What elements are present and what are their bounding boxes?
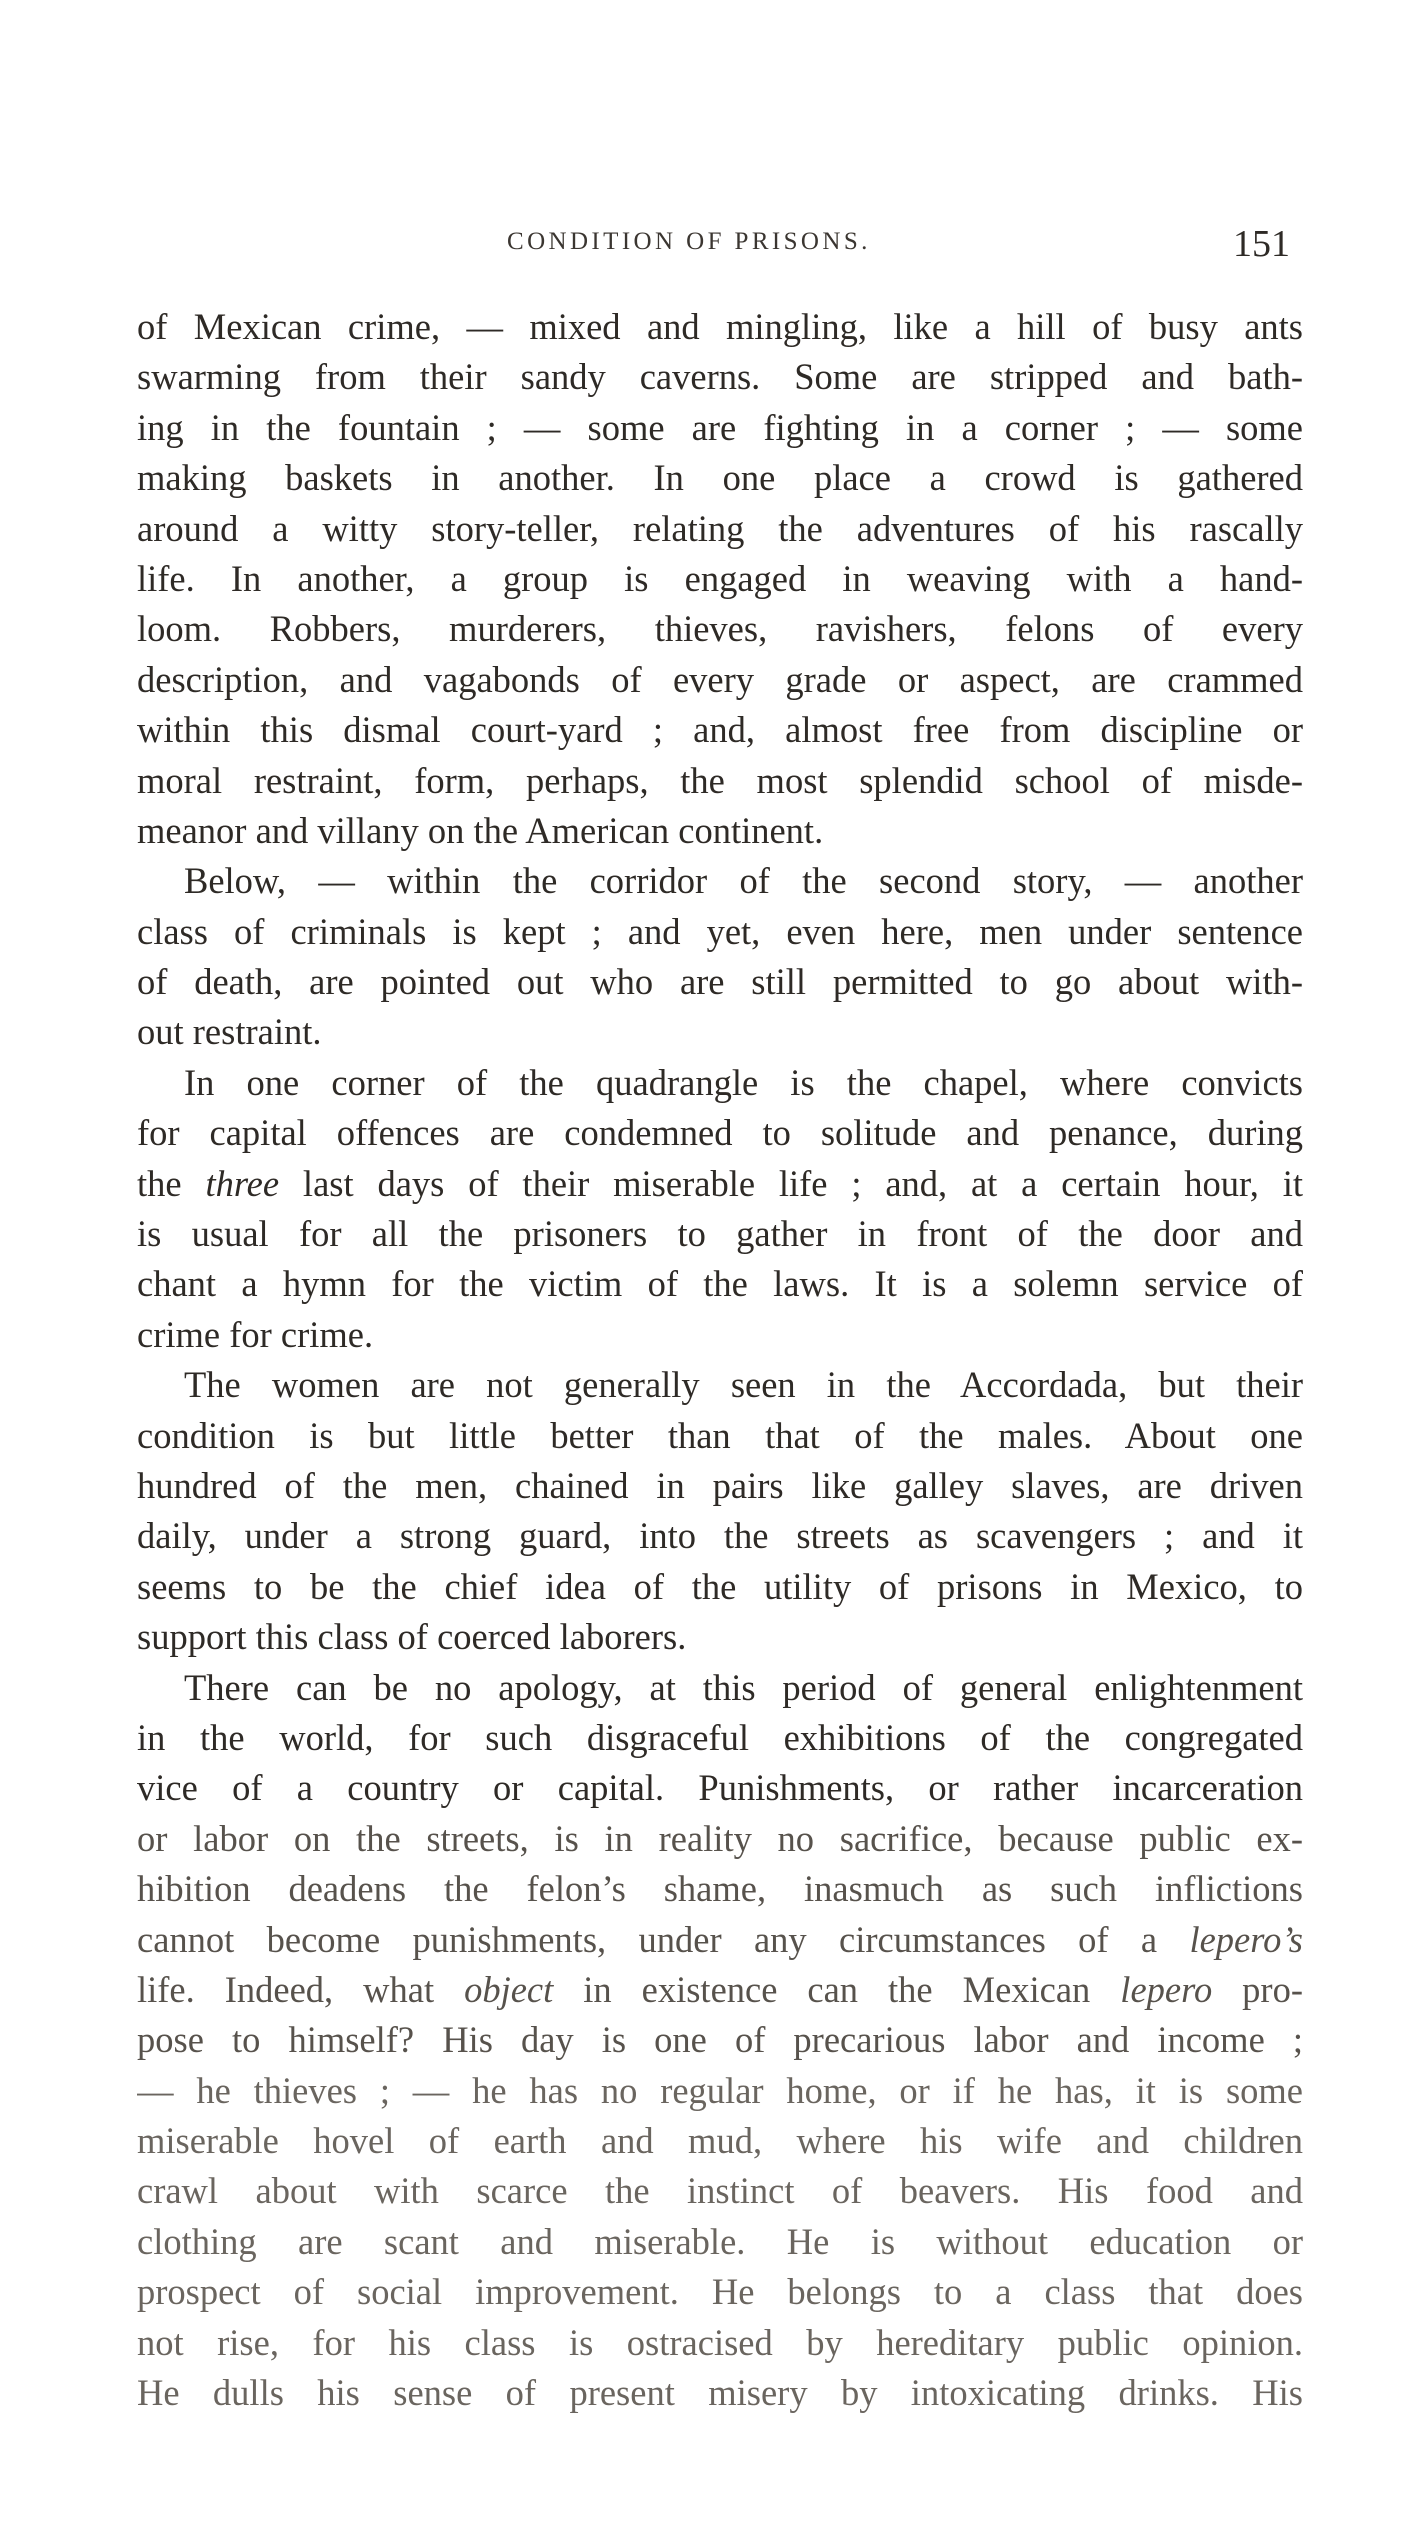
text-run: cannot become punishments, under any circumstances of a xyxy=(137,1918,1190,1960)
text-line: loom. Robbers, murderers, thieves, ravishers, felons of every xyxy=(137,608,1303,650)
text-line: moral restraint, form, perhaps, the most splendid school of misde- xyxy=(137,759,1303,801)
text-run: the xyxy=(137,1162,206,1204)
text-line: meanor and villany on the American continent. xyxy=(137,809,824,851)
text-line: — he thieves ; — he has no regular home, or if he has, it is some xyxy=(137,2069,1303,2111)
text-line: seems to be the chief idea of the utility of prisons in Mexico, to xyxy=(137,1565,1303,1607)
italic-word: lepero xyxy=(1120,1968,1213,2010)
text-line xyxy=(137,1915,1303,1965)
text-line: pose to himself? His day is one of precarious labor and income ; xyxy=(137,2019,1303,2061)
text-line: condition is but little better than that of the males. About one xyxy=(137,1414,1303,1456)
page-number: 151 xyxy=(1233,223,1290,265)
text-line: of Mexican crime, — mixed and mingling, like a hill of busy ants xyxy=(137,306,1303,347)
text-line: for capital offences are condemned to solitude and penance, during xyxy=(137,1112,1303,1154)
text-line: In one corner of the quadrangle is the chapel, where convicts xyxy=(184,1061,1303,1103)
text-line: support this class of coerced laborers. xyxy=(137,1616,687,1658)
text-line: of death, are pointed out who are still permitted to go about with- xyxy=(137,961,1303,1003)
text-line: ing in the fountain ; — some are fighting in a corner ; — some xyxy=(137,406,1303,448)
text-line: or labor on the streets, is in reality no sacrifice, because public ex- xyxy=(137,1817,1303,1859)
text-line: crawl about with scarce the instinct of beavers. His food and xyxy=(137,2170,1303,2212)
text-line: hundred of the men, chained in pairs like galley slaves, are driven xyxy=(137,1464,1303,1506)
text-line: He dulls his sense of present misery by intoxicating drinks. His xyxy=(137,2372,1303,2414)
text-line: chant a hymn for the victim of the laws. It is a solemn service of xyxy=(137,1263,1303,1305)
text-run: pro- xyxy=(1212,1968,1303,2010)
text-line: Below, — within the corridor of the second story, — another xyxy=(184,860,1303,902)
text-run: in existence can the Mexican xyxy=(553,1968,1121,2010)
body-text xyxy=(137,302,1303,2418)
text-line: vice of a country or capital. Punishments, or rather incarceration xyxy=(137,1767,1303,1809)
text-line: crime for crime. xyxy=(137,1313,374,1355)
running-title: CONDITION OF PRISONS. xyxy=(507,228,871,255)
text-line: swarming from their sandy caverns. Some are stripped and bath- xyxy=(137,356,1303,398)
text-line: making baskets in another. In one place a crowd is gathered xyxy=(137,457,1303,499)
text-line: out restraint. xyxy=(137,1011,322,1053)
italic-word: lepero’s xyxy=(1189,1918,1303,1960)
text-line: class of criminals is kept ; and yet, even here, men under sentence xyxy=(137,910,1303,952)
text-line: miserable hovel of earth and mud, where his wife and children xyxy=(137,2120,1303,2162)
text-line: in the world, for such disgraceful exhibitions of the congregated xyxy=(137,1716,1303,1758)
text-run: last days of their miserable life ; and, at a certain hour, it xyxy=(279,1162,1303,1204)
text-line: within this dismal court-yard ; and, almost free from discipline or xyxy=(137,709,1303,751)
text-line: life. In another, a group is engaged in weaving with a hand- xyxy=(137,557,1303,599)
text-line: description, and vagabonds of every grade or aspect, are crammed xyxy=(137,658,1303,700)
italic-word: three xyxy=(205,1162,280,1204)
text-line: not rise, for his class is ostracised by hereditary public opinion. xyxy=(137,2321,1303,2363)
text-line: clothing are scant and miserable. He is without education or xyxy=(137,2220,1303,2262)
text-line: The women are not generally seen in the Accordada, but their xyxy=(184,1364,1303,1406)
text-line: There can be no apology, at this period of general enlightenment xyxy=(184,1666,1303,1708)
running-head xyxy=(0,222,1409,265)
italic-word: object xyxy=(464,1968,554,2010)
text-line: hibition deadens the felon’s shame, inasmuch as such inflictions xyxy=(137,1868,1303,1910)
text-line xyxy=(137,1965,1303,2015)
text-line xyxy=(137,1159,1303,1209)
text-run: life. Indeed, what xyxy=(137,1968,465,2010)
text-line: prospect of social improvement. He belongs to a class that does xyxy=(137,2271,1303,2313)
text-line: daily, under a strong guard, into the streets as scavengers ; and it xyxy=(137,1515,1303,1557)
text-line: is usual for all the prisoners to gather in front of the door and xyxy=(137,1213,1303,1255)
text-line: around a witty story-teller, relating the adventures of his rascally xyxy=(137,507,1303,549)
